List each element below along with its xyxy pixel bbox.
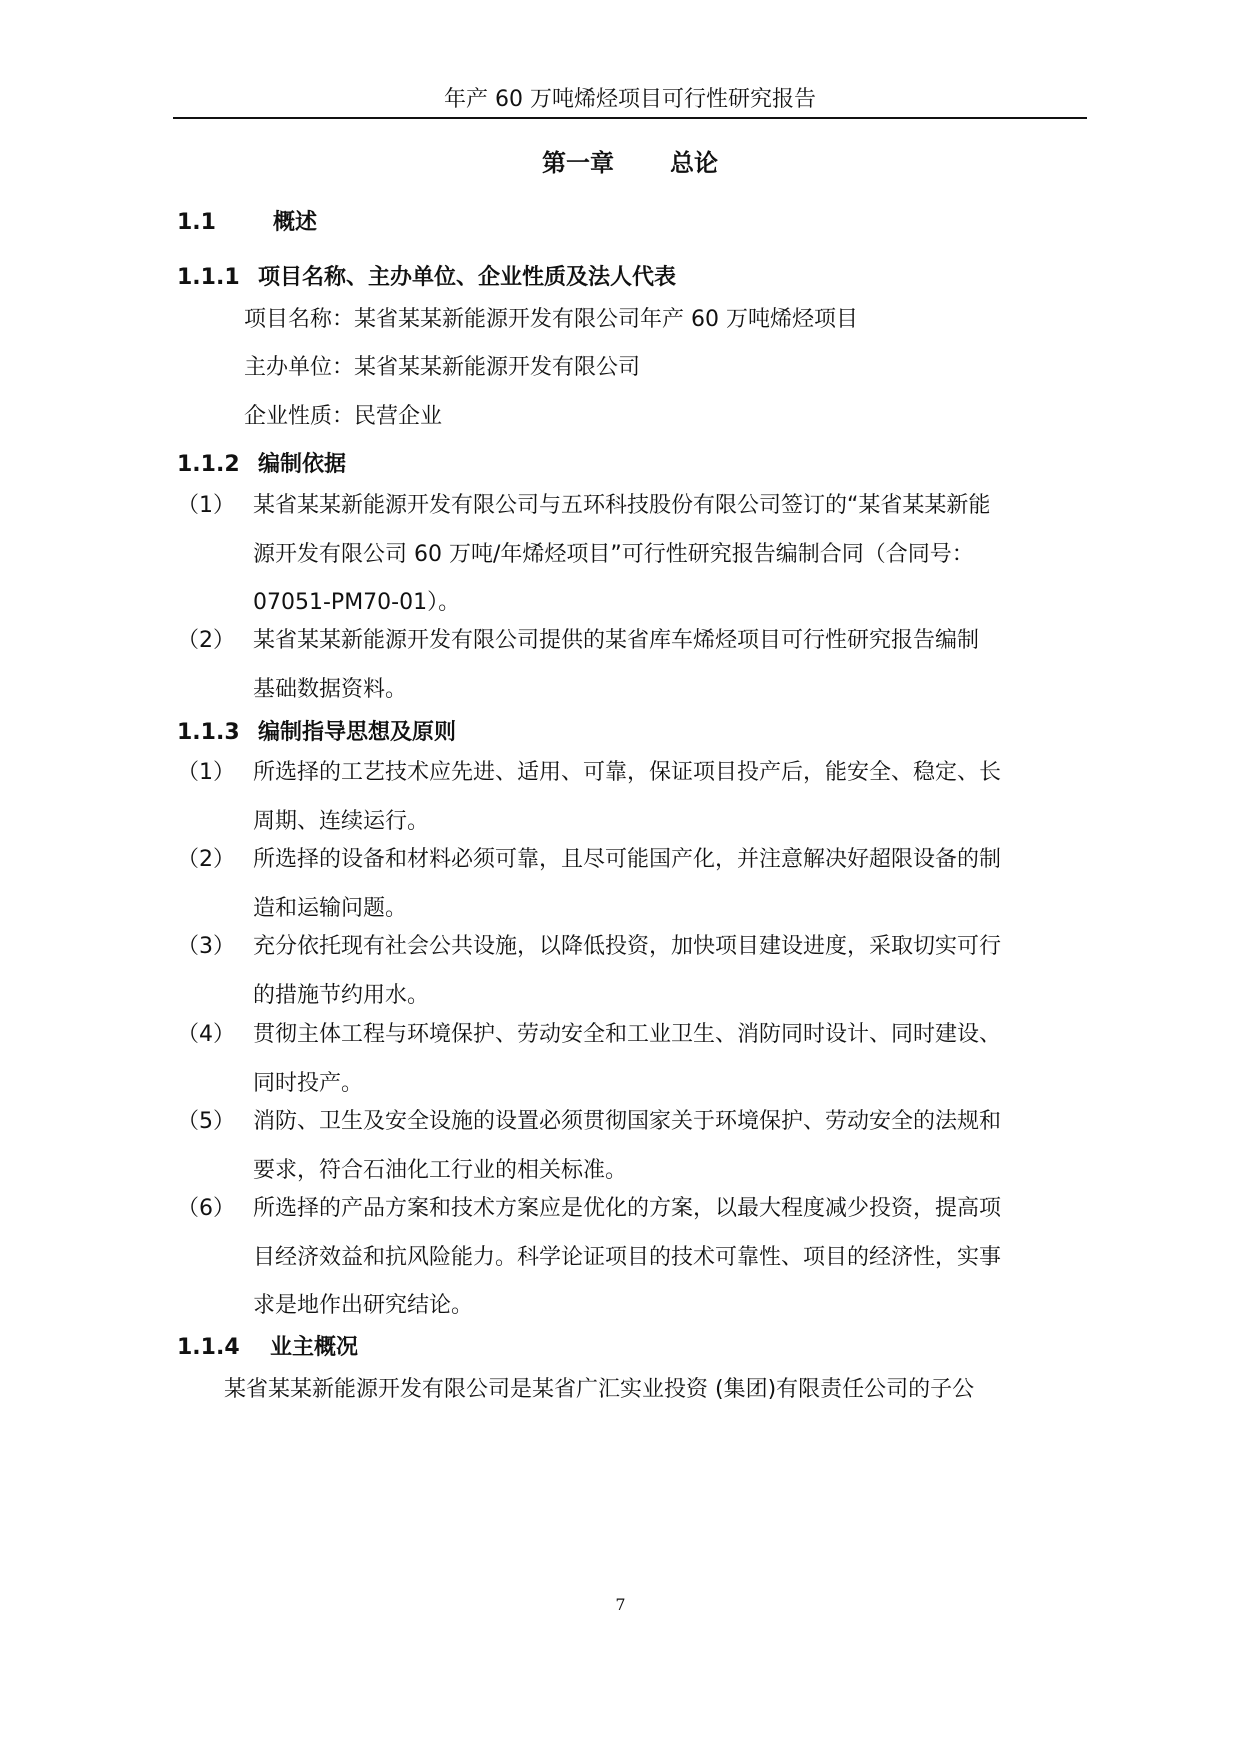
chapter-name: 总论: [670, 149, 718, 177]
list-item-text: [253, 932, 1087, 1029]
text-line: 所选择的工艺技术应先进、适用、可靠，保证项目投产后，能安全、稳定、长: [253, 760, 1002, 785]
list-marker: （5）: [177, 1109, 235, 1134]
running-header: 年产 60 万吨烯烃项目可行性研究报告: [444, 87, 816, 112]
text-line: 某省某某新能源开发有限公司提供的某省库车烯烃项目可行性研究报告编制: [253, 628, 980, 653]
text-line: 07051-PM70-01）。: [253, 590, 461, 615]
list-marker: （3）: [177, 934, 235, 959]
list-item-text: [253, 758, 1087, 855]
chapter-title: [173, 148, 1087, 178]
list-marker: （2）: [177, 847, 235, 872]
section-title: 业主概况: [270, 1335, 359, 1360]
section-heading-1-1-1: [177, 263, 676, 293]
list-item-text: [253, 626, 1087, 723]
section-number: 1.1.4: [177, 1335, 240, 1360]
list-item-text: [253, 491, 1087, 637]
text-line: 求是地作出研究结论。: [253, 1293, 474, 1318]
text-line: 充分依托现有社会公共设施，以降低投资，加快项目建设进度，采取切实可行: [253, 934, 1002, 959]
text-line: 消防、卫生及安全设施的设置必须贯彻国家关于环境保护、劳动安全的法规和: [253, 1109, 1002, 1134]
text-line: 的措施节约用水。: [253, 982, 430, 1008]
text-line: 造和运输问题。: [253, 895, 408, 921]
list-item-text: [253, 1194, 1087, 1340]
sponsor-line: 主办单位：某省某某新能源开发有限公司: [244, 355, 641, 380]
section-heading-1-1: [177, 208, 317, 238]
text-line: 同时投产。: [253, 1070, 364, 1096]
project-name-line: 项目名称：某省某某新能源开发有限公司年产 60 万吨烯烃项目: [244, 307, 858, 332]
list-item-text: [253, 1107, 1087, 1204]
text-line: 基础数据资料。: [253, 676, 408, 702]
list-item-text: [253, 845, 1087, 942]
chapter-number: 第一章: [542, 149, 614, 177]
enterprise-nature-line: 企业性质：民营企业: [244, 404, 443, 429]
section-number: 1.1.2: [177, 452, 240, 477]
section-heading-1-1-2: [177, 450, 346, 480]
section-title: 编制指导思想及原则: [258, 720, 457, 745]
section-title: 项目名称、主办单位、企业性质及法人代表: [258, 265, 677, 290]
section-number: 1.1.1: [177, 265, 240, 290]
list-marker: （2）: [177, 628, 235, 653]
text-line: 所选择的产品方案和技术方案应是优化的方案，以最大程度减少投资，提高项: [253, 1196, 1002, 1221]
text-line: 源开发有限公司 60 万吨/年烯烃项目”可行性研究报告编制合同（合同号：: [253, 541, 974, 567]
list-marker: （6）: [177, 1196, 235, 1221]
section-heading-1-1-3: [177, 718, 456, 748]
list-marker: （1）: [177, 760, 235, 785]
section-title: 概述: [273, 210, 318, 235]
section-number: 1.1: [177, 210, 216, 235]
text-line: 所选择的设备和材料必须可靠，且尽可能国产化，并注意解决好超限设备的制: [253, 847, 1002, 872]
header-rule: [173, 117, 1087, 119]
text-line: 周期、连续运行。: [253, 808, 430, 834]
text-line: 目经济效益和抗风险能力。科学论证项目的技术可靠性、项目的经济性，实事: [253, 1244, 1002, 1270]
section-heading-1-1-4: [177, 1333, 358, 1363]
owner-overview-line: 某省某某新能源开发有限公司是某省广汇实业投资 (集团)有限责任公司的子公: [224, 1377, 975, 1402]
section-title: 编制依据: [258, 452, 347, 477]
list-marker: （4）: [177, 1022, 235, 1047]
list-item-text: [253, 1020, 1087, 1117]
text-line: 要求，符合石油化工行业的相关标准。: [253, 1157, 628, 1183]
list-marker: （1）: [177, 493, 235, 518]
text-line: 贯彻主体工程与环境保护、劳动安全和工业卫生、消防同时设计、同时建设、: [253, 1022, 1002, 1047]
text-line: 某省某某新能源开发有限公司与五环科技股份有限公司签订的“某省某某新能: [253, 493, 991, 518]
page-number: 7: [615, 1595, 626, 1614]
section-number: 1.1.3: [177, 720, 240, 745]
